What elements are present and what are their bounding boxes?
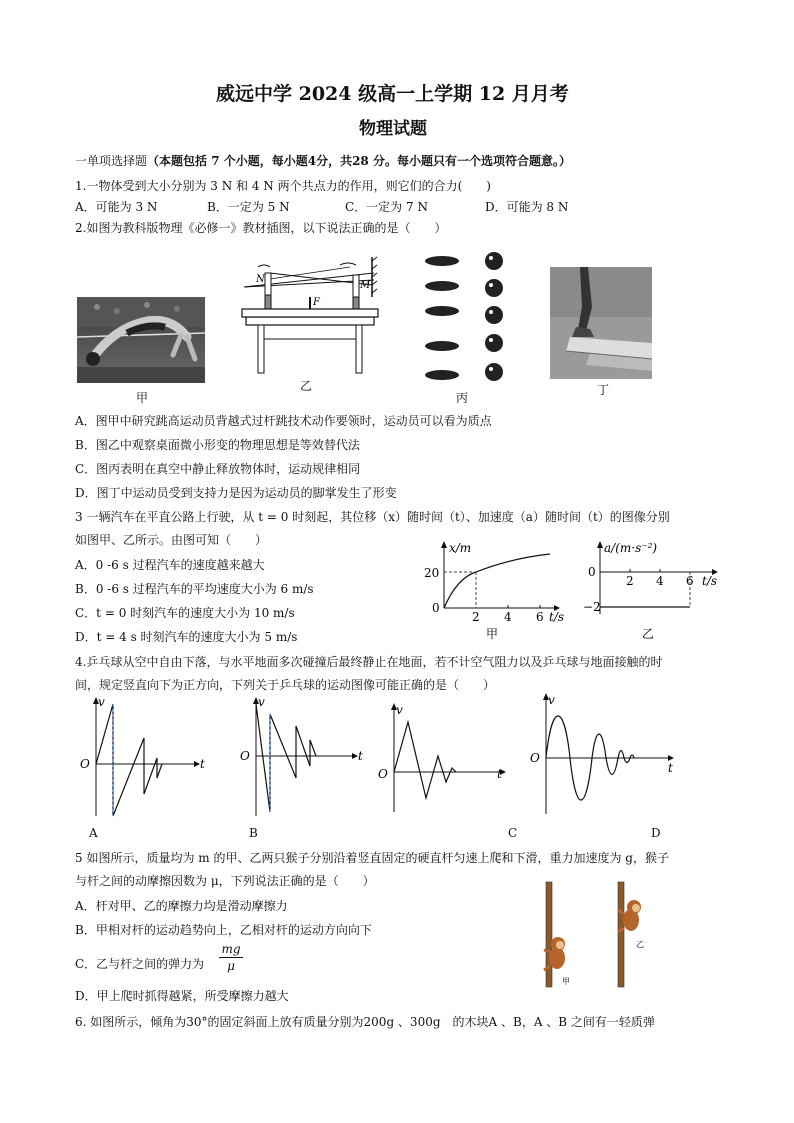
q5-option-d: D．甲上爬时抓得越紧，所受摩擦力越大 (75, 989, 289, 1003)
q4d-axis-o: O (530, 751, 540, 765)
label-f: F (313, 297, 320, 308)
q5-option-c (75, 956, 204, 972)
yi-xtick-4: 4 (656, 574, 664, 588)
jia-ylabel: x/m (449, 541, 472, 555)
yi-xtick-2: 2 (626, 574, 634, 588)
high-jump-photo (77, 297, 205, 383)
label-m: M (360, 280, 371, 291)
fig-caption-bing: 丙 (456, 391, 469, 405)
q4-stem-line2: 间，规定竖直向下为正方向，下列关于乒乓球的运动图像可能正确的是（ ） (75, 678, 496, 692)
feather-apple-diagram (420, 248, 510, 388)
q1-option-b: B．一定为 5 N (207, 200, 290, 214)
q4a-axis-v: v (98, 695, 105, 709)
label-n: N (256, 274, 265, 285)
q4d-axis-v: v (548, 693, 555, 707)
q1-option-d: D．可能为 8 N (485, 200, 569, 214)
monkey-label-jia: 甲 (562, 977, 570, 986)
table-mirror-diagram (240, 255, 380, 385)
fig-caption-jia: 甲 (136, 391, 149, 405)
q4d-axis-t: t (668, 761, 673, 775)
jia-xtick-6: 6 (536, 610, 544, 624)
jia-xtick-2: 2 (472, 610, 480, 624)
q1-option-a: A．可能为 3 N (75, 200, 158, 214)
q4c-axis-v: v (396, 703, 403, 717)
page-title: 威远中学 2024 级高一上学期 12 月月考 (216, 83, 569, 105)
jia-origin: 0 (432, 601, 440, 615)
yi-xtick-6: 6 (686, 574, 694, 588)
jia-xtick-4: 4 (504, 610, 512, 624)
section-label: 一单项选择题 (75, 154, 148, 168)
jia-ytick-20: 20 (424, 566, 440, 580)
q4-label-c: C (508, 826, 518, 840)
q4-stem-line1: 4.乒乓球从空中自由下落，与水平地面多次碰撞后最终静止在地面，若不计空气阻力以及乒乓球与地面接触的时 (75, 655, 663, 669)
yi-xlabel: t/s (702, 574, 718, 588)
q1-option-c: C．一定为 7 N (345, 200, 428, 214)
q5-option-a: A．杆对甲、乙的摩擦力均是滑动摩擦力 (75, 899, 288, 913)
q4-graph-a (78, 696, 208, 826)
q3-option-d: D．t = 4 s 时刻汽车的速度大小为 5 m/s (75, 630, 298, 644)
q3-option-c: C．t = 0 时刻汽车的速度大小为 10 m/s (75, 606, 295, 620)
q5-stem-line1: 5 如图所示，质量均为 m 的甲、乙两只猴子分别沿着竖直固定的硬直杆匀速上爬和下滑，重力加速度为 g，猴子 (75, 851, 669, 865)
page-subtitle: 物理试题 (359, 119, 427, 139)
q4c-axis-t: t (497, 767, 502, 781)
q4b-axis-v: v (258, 695, 265, 709)
yi-ytick-neg2: −2 (583, 600, 601, 614)
jia-caption: 甲 (486, 627, 499, 641)
monkey-pole-diagram (538, 880, 658, 992)
jia-xlabel: t/s (549, 610, 565, 624)
q4b-axis-o: O (240, 749, 250, 763)
q2-option-d: D．图丁中运动员受到支持力是因为运动员的脚掌发生了形变 (75, 486, 397, 500)
yi-caption: 乙 (642, 627, 655, 641)
q5-option-c-prefix: C．乙与杆之间的弹力为 (75, 957, 205, 971)
q3-option-a: A．0 -6 s 过程汽车的速度越来越大 (75, 558, 265, 572)
graph-yi-at (578, 540, 728, 645)
athlete-feet-photo (550, 267, 652, 379)
q4b-axis-t: t (358, 749, 363, 763)
q4a-axis-t: t (200, 757, 205, 771)
q2-option-b: B．图乙中观察桌面微小形变的物理思想是等效替代法 (75, 438, 360, 452)
q2-option-c: C．图丙表明在真空中静止释放物体时，运动规律相同 (75, 462, 361, 476)
q5-stem-line2: 与杆之间的动摩擦因数为 μ，下列说法正确的是（ ） (75, 874, 375, 888)
q4-label-d: D (651, 826, 661, 840)
q2-stem: 2.如图为教科版物理《必修一》教材插图，以下说法正确的是（ ） (75, 221, 447, 235)
q4-graph-b (236, 696, 366, 826)
q3-stem-line2: 如图甲、乙所示。由图可知（ ） (75, 533, 268, 547)
monkey-label-yi: 乙 (636, 940, 644, 949)
q5-fraction-numerator: mg (219, 941, 243, 958)
q4-label-a: A (89, 826, 98, 840)
q5-option-b: B．甲相对杆的运动趋势向上，乙相对杆的运动方向向下 (75, 923, 372, 937)
q4a-axis-o: O (80, 757, 90, 771)
q4-graph-d (530, 692, 680, 822)
yi-ylabel: a/(m·s⁻²) (604, 541, 658, 555)
graph-jia-xt (422, 540, 565, 645)
fig-caption-ding: 丁 (597, 383, 610, 397)
fig-caption-yi: 乙 (300, 379, 313, 393)
q4c-axis-o: O (378, 767, 388, 781)
q1-stem: 1.一物体受到大小分别为 3 N 和 4 N 两个共点力的作用，则它们的合力( ) (75, 179, 491, 193)
q3-option-b: B．0 -6 s 过程汽车的平均速度大小为 6 m/s (75, 582, 314, 596)
q4-label-b: B (249, 826, 258, 840)
q6-stem: 6. 如图所示，倾角为30°的固定斜面上放有质量分别为200g 、300g 的木块A 、B，A 、B 之间有一轻质弹 (75, 1015, 655, 1029)
q4-graph-c (374, 702, 509, 822)
yi-yzero: 0 (588, 565, 596, 579)
q2-option-a: A．图甲中研究跳高运动员背越式过杆跳技术动作要领时，运动员可以看为质点 (75, 414, 492, 428)
section-note: （本题包括 7 个小题，每小题4分，共28 分。每小题只有一个选项符合题意。） (147, 154, 571, 168)
q5-fraction (219, 941, 243, 974)
q3-stem-line1: 3 一辆汽车在平直公路上行驶，从 t = 0 时刻起，其位移（x）随时间（t）、加速度（a）随时间（t）的图像分别 (75, 510, 670, 524)
q5-fraction-denominator: μ (227, 959, 235, 973)
section-heading (75, 153, 571, 169)
